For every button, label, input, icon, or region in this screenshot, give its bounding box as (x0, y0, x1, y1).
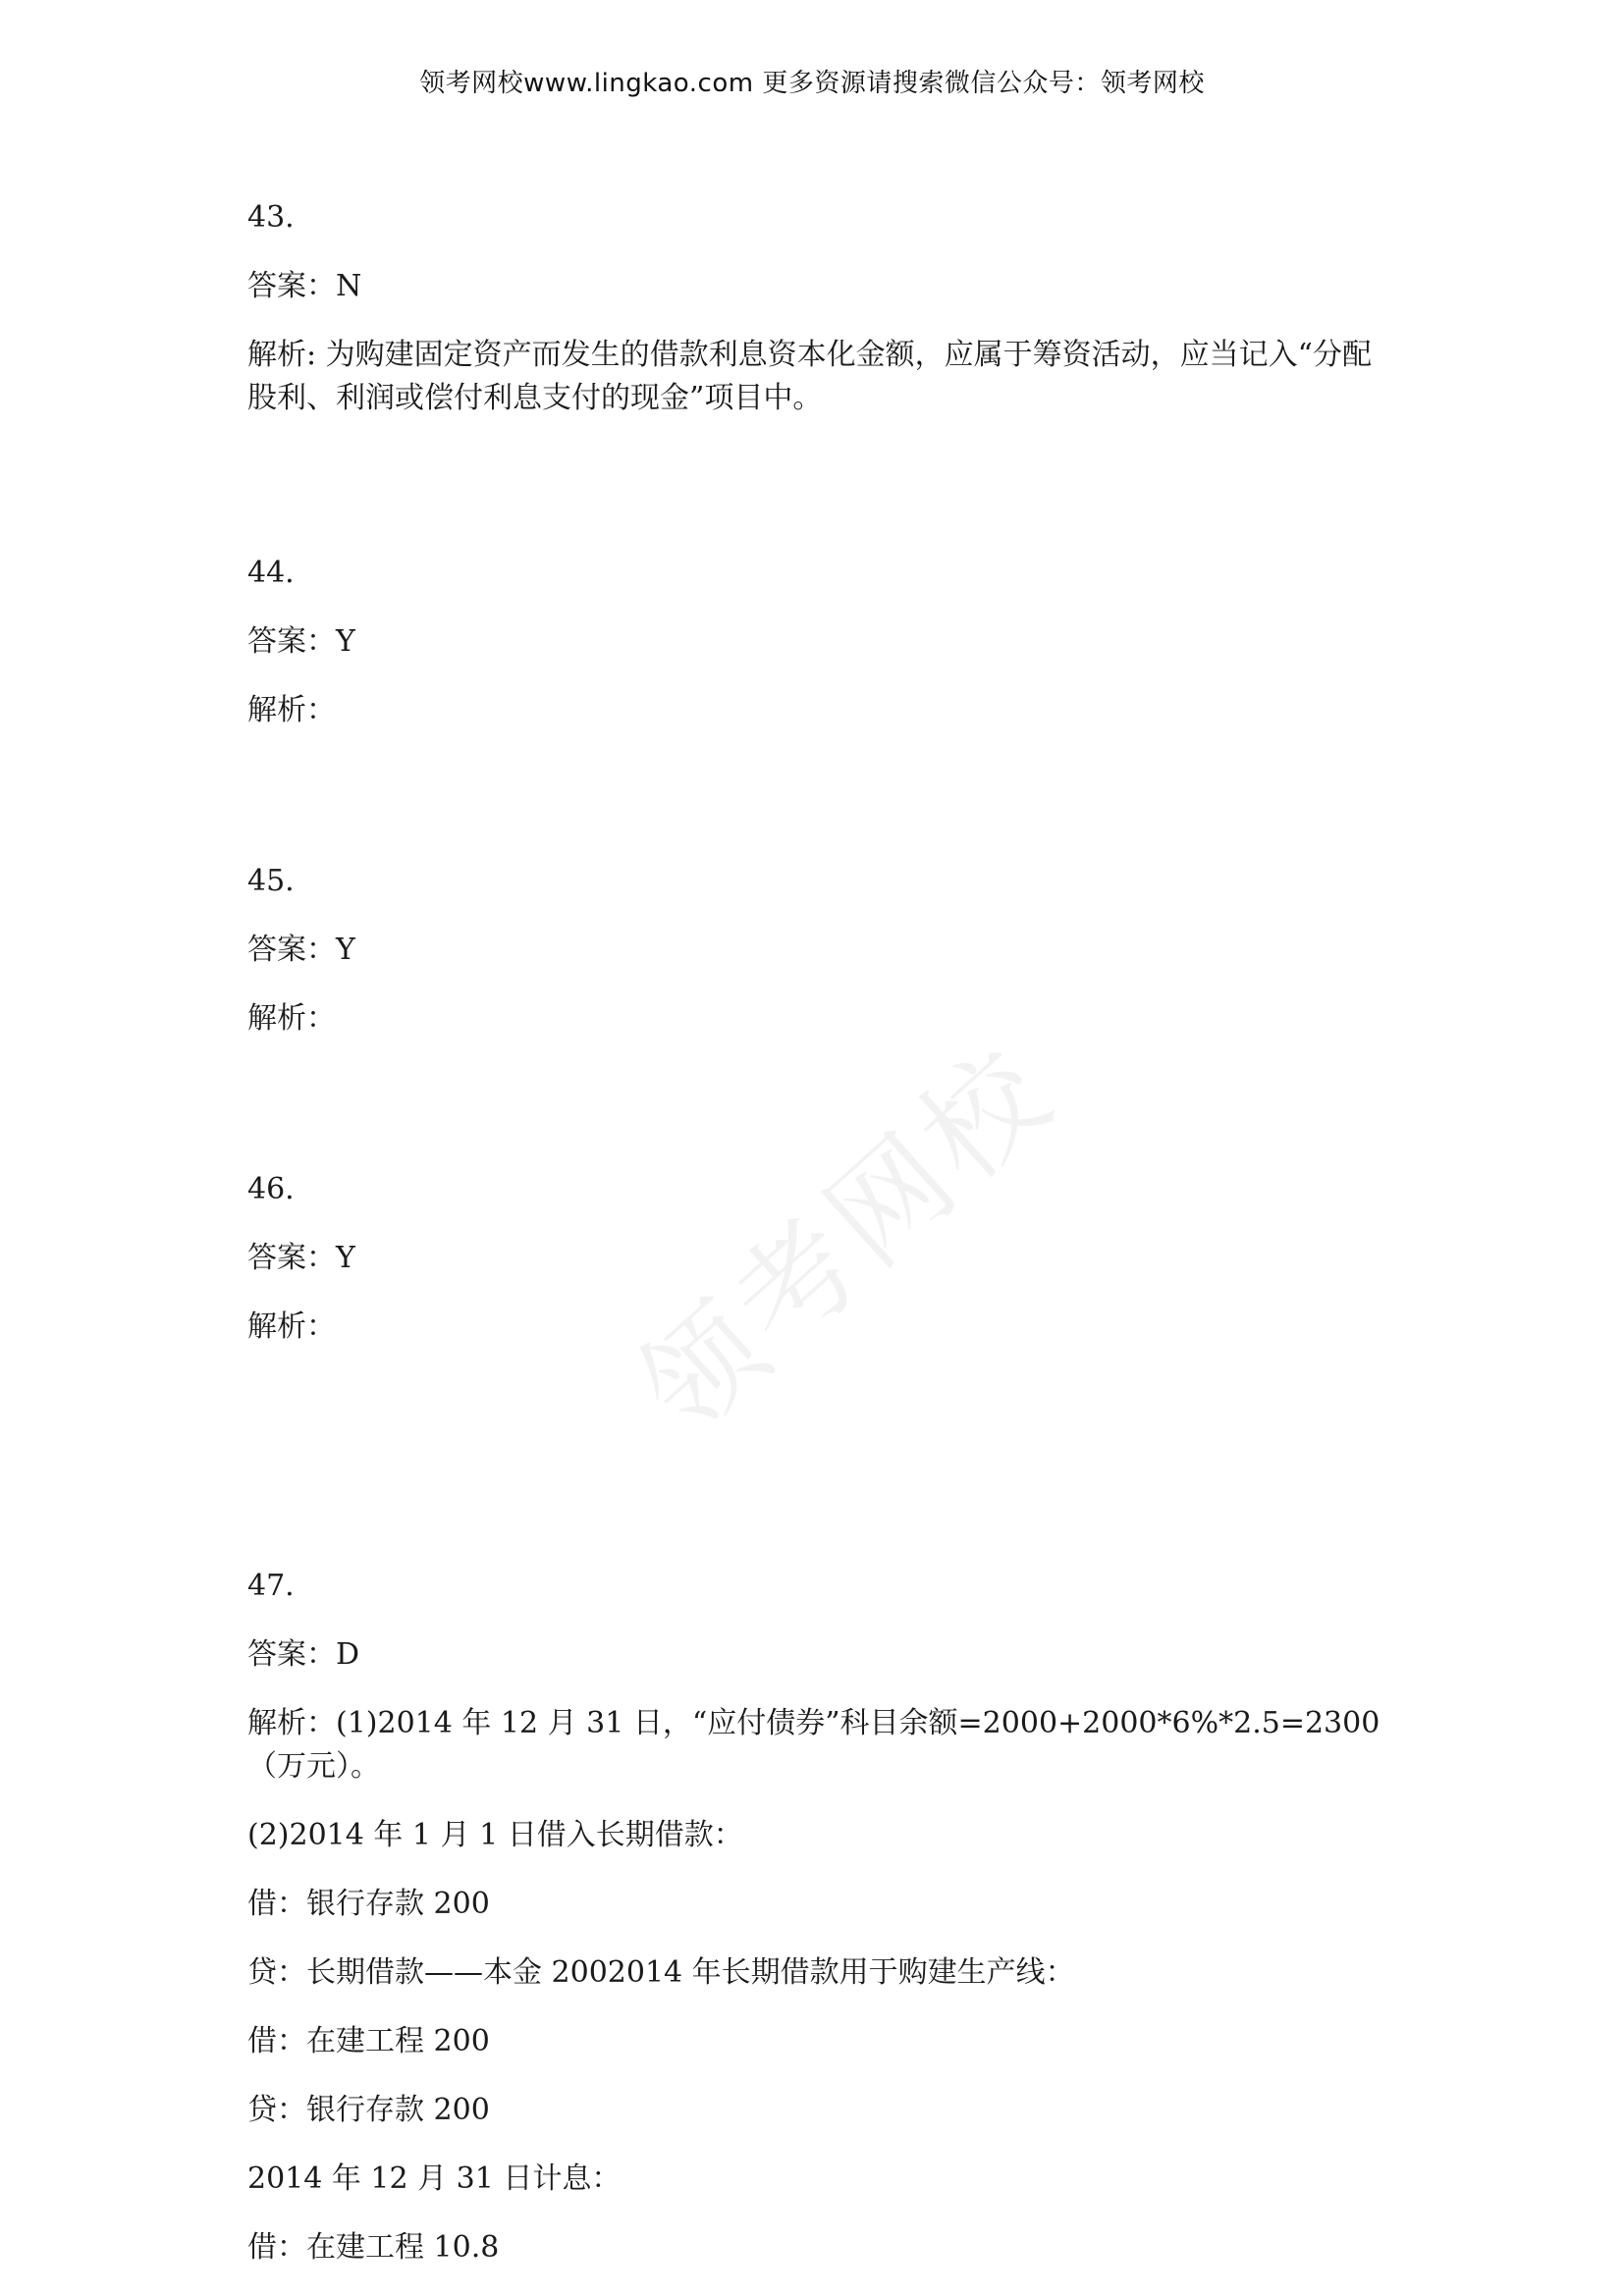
journal-line: 借：在建工程 200 (247, 2024, 490, 2058)
question-number: 46. (247, 1172, 295, 1206)
journal-line: 借：在建工程 10.8 (247, 2230, 500, 2265)
question-number: 45. (247, 864, 295, 898)
journal-line: 借：银行存款 200 (247, 1887, 490, 1921)
analysis-text: 解析： (247, 693, 336, 727)
answer-line: 答案：Y (247, 933, 355, 967)
journal-line: (2)2014 年 1 月 1 日借入长期借款： (247, 1818, 743, 1852)
question-46 (247, 1168, 1386, 1349)
question-45 (247, 860, 1386, 1041)
question-44 (247, 552, 1386, 732)
question-number: 43. (247, 200, 295, 235)
watermark: 领考网校 (615, 1021, 1080, 1460)
question-43 (247, 196, 1386, 420)
answer-line: 答案：N (247, 269, 362, 303)
document-body (247, 196, 1386, 2295)
answer-line: 答案：D (247, 1637, 360, 1672)
analysis-text: 解析： (247, 1001, 336, 1036)
analysis-text: 解析: 为购建固定资产而发生的借款利息资本化金额，应属于筹资活动，应当记入“分配股利、利润或偿付利息支付的现金”项目中。 (247, 338, 1372, 415)
analysis-text: 解析： (247, 1309, 336, 1344)
answer-line: 答案：Y (247, 624, 355, 659)
journal-line: 2014 年 12 月 31 日计息： (247, 2162, 622, 2196)
question-number: 44. (247, 556, 295, 590)
page-header: 领考网校www.lingkao.com 更多资源请搜索微信公众号：领考网校 (419, 69, 1205, 98)
journal-line: 贷：银行存款 200 (247, 2093, 490, 2127)
question-number: 47. (247, 1569, 295, 1603)
question-47 (247, 1565, 1386, 2269)
journal-line: 贷：长期借款——本金 2002014 年长期借款用于购建生产线： (247, 1955, 1075, 1990)
analysis-text: 解析：(1)2014 年 12 月 31 日，“应付债券”科目余额=2000+2000*6%*2.5=2300（万元）。 (247, 1706, 1380, 1784)
answer-line: 答案：Y (247, 1241, 355, 1275)
